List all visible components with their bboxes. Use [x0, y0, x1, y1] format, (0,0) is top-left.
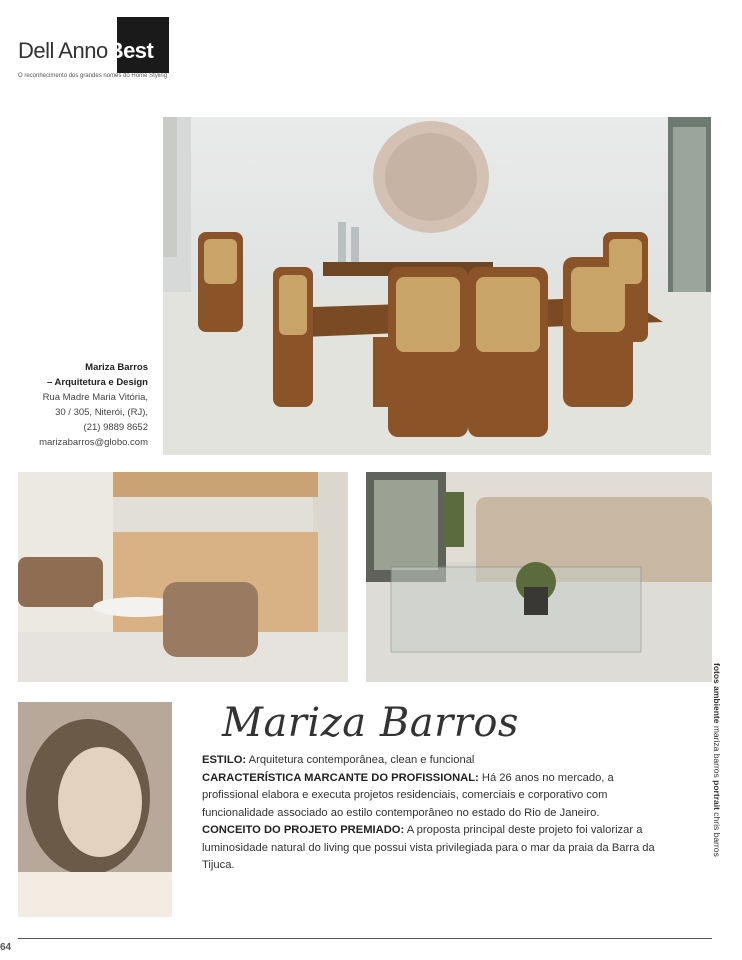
footer-rule	[18, 938, 712, 939]
dining-room-photo	[163, 117, 711, 455]
caption-name: Mariza Barros	[85, 362, 148, 373]
conceito-text: A proposta principal deste projeto foi valorizar a luminosidade natural do living que possui vista privilegiada para o mar da praia da Barra da Tijuca.	[202, 824, 655, 871]
credit-portrait-label: portrait	[712, 780, 722, 810]
caracteristica-label: CARACTERÍSTICA MARCANTE DO PROFISSIONAL:	[202, 771, 479, 784]
credit-fotos-name: mariza barros	[712, 725, 722, 778]
caption-phone: (21) 9889 8652	[83, 422, 148, 433]
credit-fotos-label: fotos ambiente	[712, 663, 722, 724]
caption-address-line1: Rua Madre Maria Vitória,	[42, 392, 148, 403]
logo-main-text: Dell Anno	[18, 38, 108, 63]
caracteristica-text: Há 26 anos no mercado, a profissional elabora e executa projetos residenciais, comerciais e corporativo com funcionalidade associado ao estilo contemporâneo no estado do Rio de Janeiro.	[202, 771, 614, 819]
conceito-paragraph	[202, 822, 672, 875]
caption-company: – Arquitetura e Design	[46, 377, 148, 388]
caption-address-line2: 30 / 305, Niterói, (RJ),	[55, 407, 148, 418]
magazine-logo	[18, 38, 153, 64]
estilo-text: Arquitetura contemporânea, clean e funcional	[248, 754, 475, 766]
wall-frame	[163, 117, 177, 257]
portrait-photo	[18, 702, 172, 917]
logo-tagline: O reconhecimento dos grandes nomes do Home Styling	[18, 73, 168, 79]
article-title: Mariza Barros	[222, 700, 519, 746]
living-room-illustration	[366, 472, 712, 682]
dining-room-illustration	[163, 117, 711, 455]
caracteristica-paragraph	[202, 770, 672, 823]
article-body	[202, 752, 672, 875]
kitchen-illustration	[18, 472, 348, 682]
living-room-photo	[366, 472, 712, 682]
estilo-paragraph	[202, 752, 672, 770]
caption-email: marizabarros@globo.com	[39, 437, 148, 448]
designer-caption	[30, 360, 148, 450]
page-number: 64	[0, 942, 12, 953]
photo-credit	[712, 663, 722, 857]
credit-portrait-name: chris barros	[712, 812, 722, 857]
estilo-label: ESTILO:	[202, 754, 247, 766]
logo-best-text: Best	[107, 38, 154, 63]
conceito-label: CONCEITO DO PROJETO PREMIADO:	[202, 824, 405, 836]
kitchen-photo	[18, 472, 348, 682]
portrait-illustration	[18, 702, 172, 917]
